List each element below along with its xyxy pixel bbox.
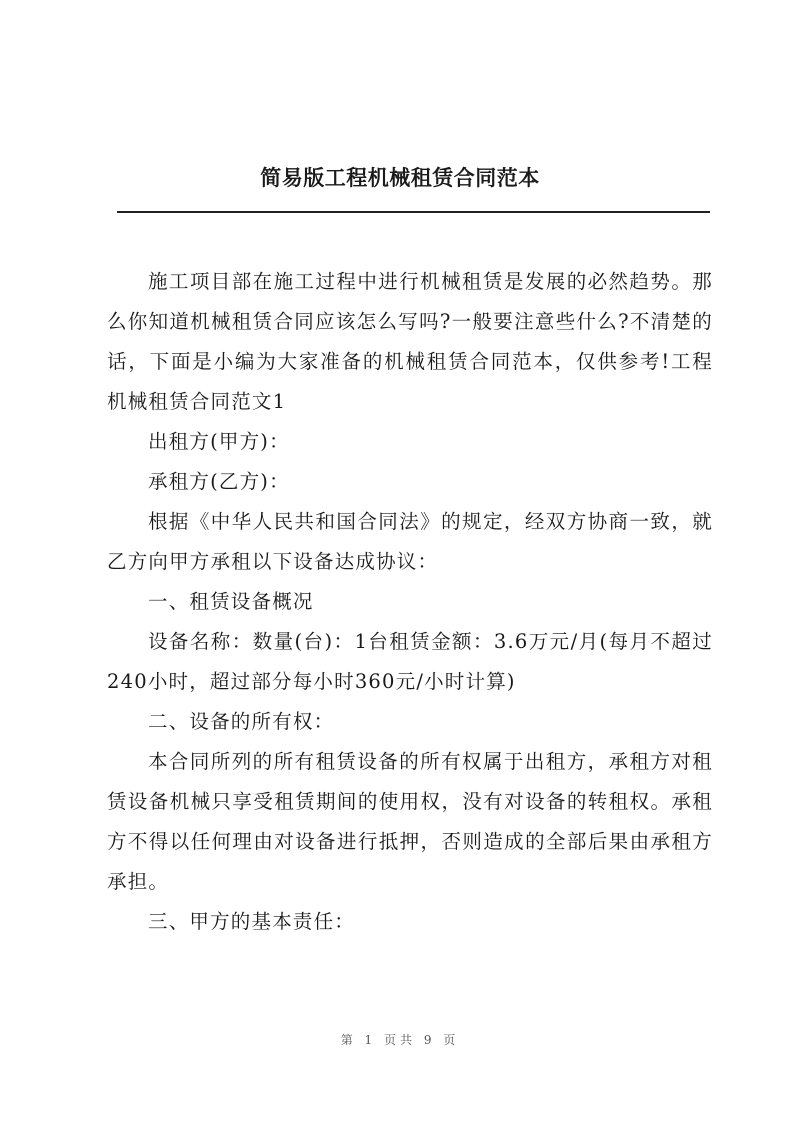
page-number-footer: 第 1 页共 9 页 (340, 1033, 460, 1047)
title-divider (117, 211, 710, 213)
document-body (107, 262, 713, 942)
page-title: 简易版工程机械租赁合同范本 (260, 165, 540, 190)
agreement-basis-paragraph: 根据《中华人民共和国合同法》的规定，经双方协商一致，就乙方向甲方承租以下设备达成协议： (107, 510, 713, 573)
lessor-line: 出租方(甲方)： (148, 430, 290, 453)
lessee-line: 承租方(乙方)： (148, 470, 290, 493)
equipment-details-paragraph: 设备名称：数量(台)：1台租赁金额：3.6万元/月(每月不超过240小时，超过部分每小时360元/小时计算) (107, 630, 713, 693)
section-heading-equipment: 一、租赁设备概况 (148, 590, 314, 613)
ownership-paragraph: 本合同所列的所有租赁设备的所有权属于出租方，承租方对租赁设备机械只享受租赁期间的使用权，没有对设备的转租权。承租方不得以任何理由对设备进行抵押，否则造成的全部后果由承租方承担。 (107, 750, 713, 893)
section-heading-party-a: 三、甲方的基本责任： (148, 910, 356, 933)
section-heading-ownership: 二、设备的所有权： (148, 710, 335, 733)
intro-paragraph: 施工项目部在施工过程中进行机械租赁是发展的必然趋势。那么你知道机械租赁合同应该怎么写吗?一般要注意些什么?不清楚的话，下面是小编为大家准备的机械租赁合同范本，仅供参考!工程机械租赁合同范文1 (107, 270, 713, 413)
